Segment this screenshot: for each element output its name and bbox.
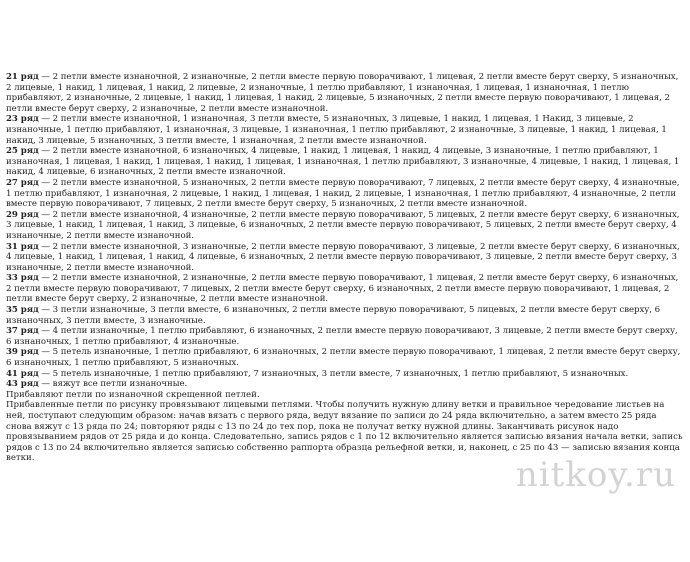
row-label: 33 ряд bbox=[6, 273, 39, 284]
knitting-row bbox=[6, 326, 684, 347]
row-label: 29 ряд bbox=[6, 209, 39, 220]
knitting-row bbox=[6, 178, 684, 210]
row-label: 25 ряд bbox=[6, 146, 39, 157]
row-text: — 4 петли изнаночные, 1 петлю прибавляют, 6 изнаночных, 2 петли вместе первую поворачивают, 3 лицевые, 2 петли вместе берут сверху, 6 изнаночных, 1 петлю прибавляют, 4 изнаночные. bbox=[6, 326, 678, 347]
row-label: 43 ряд bbox=[6, 379, 39, 390]
row-text: — 2 петли вместе изнаночной, 6 изнаночных, 4 лицевые, 1 накид, 1 лицевая, 1 накид, 4 лицевые, 3 изнаночные, 1 петлю прибавляют, 1 изнаночная, 1 лицевая, 1 накид, 1 лицевая, 1 накид, 1 лицевая, 1 изнаночная, 1 петлю прибавляют, 3 изнаночные, 4 лицевые, 1 накид, 1 лицевая, 1 накид, 4 лицевые, 6 изнаночных, 2 петли вместе изнаночной. bbox=[6, 146, 680, 178]
note-increase: Прибавляют петли по изнаночной скрещенной петлей. bbox=[6, 389, 260, 400]
row-label: 41 ряд bbox=[6, 368, 39, 379]
row-text: — 3 петли изнаночные, 3 петли вместе, 6 изнаночных, 2 петли вместе первую поворачивают, 5 лицевых, 2 петли вместе берут сверху, 6 изнаночных, 3 петли вместе, 3 изнаночные. bbox=[6, 305, 661, 326]
row-text: — 2 петли вместе изнаночной, 3 изнаночные, 2 петли вместе первую поворачивают, 3 лицевые, 2 петли вместе берут сверху, 6 изнаночных, 4 лицевые, 1 накид, 1 лицевая, 1 накид, 4 лицевые, 6 изнаночных, 2 петли вместе первую поворачивают, 3 лицевые, 2 петли вместе берут сверху, 3 изнаночные, 2 петли вместе изнаночной. bbox=[6, 241, 680, 273]
knitting-row bbox=[6, 347, 684, 368]
row-text: — 5 петель изнаночные, 1 петлю прибавляют, 6 изнаночных, 2 петли вместе первую поворачивают, 1 лицевая, 2 петли вместе берут сверху, 6 изнаночных, 1 петлю прибавляют, 5 изнаночных. bbox=[6, 347, 681, 369]
row-text: — 5 петель изнаночные, 1 петлю прибавляют, 7 изнаночных, 3 петли вместе, 7 изнаночных, 1 петлю прибавляют, 5 изнаночных. bbox=[38, 368, 629, 379]
row-label: 39 ряд bbox=[6, 347, 39, 358]
row-text: — 2 петли вместе изнаночной, 5 изнаночных, 2 петли вместе первую поворачивают, 7 лицевых, 2 петли вместе берут сверху, 4 изнаночные, 1 петлю прибавляют, 1 изнаночная, 2 лицевые, 1 накид, 1 лицевая, 1 накид, 2 лицевые, 1 изнаночная, 1 петлю прибавляют, 4 изнаночные, 2 петли вместе первую поворачивают, 7 лицевых, 2 петли вместе берут сверху, 5 изнаночных, 2 петли вместе изнаночной. bbox=[6, 177, 680, 210]
row-text: — вяжут все петли изнаночные. bbox=[38, 379, 188, 390]
knitting-row bbox=[6, 210, 684, 242]
note-explanation: Прибавленные петли по рисунку провязывают лицевыми петлями. Чтобы получить нужную длину ветки и правильное чередование листьев на ней, поступают следующим образом: начав вязать с первого ряда, ведут вязание по записи до 24 ряда включительно, а затем вместо 25 ряда снова вяжут с 13 ряда по 24; повторяют ряды с 13 по 24 до тех пор, пока не получат ветку нужной длины. Заканчивать рисунок надо провязыванием рядов от 25 ряда и до конца. Следовательно, запись рядов с 1 по 12 включительно является записью вязания начала ветки, запись рядов с 13 по 24 включительно является записью собственно раппорта образца рельефной ветки, и, наконец, с 25 по 43 — записью вязания конца ветки. bbox=[6, 400, 683, 464]
knitting-row bbox=[6, 146, 684, 178]
row-text: — 2 петли вместе изнаночной, 1 изнаночная, 3 петли вместе, 5 изнаночных, 3 лицевые, 1 накид, 1 лицевая, 1 Накид, 3 лицевые, 2 изнаночные, 1 петлю прибавляют, 1 изнаночная, 3 лицевые, 1 изнаночная, 1 петлю прибавляют, 2 изнаночные, 3 лицевые, 1 накид, 1 лицевая, 1 накид, 3 лицевые, 5 изнаночных, 3 петли вместе, 1 изнаночная, 2 петли вместе изнаночной. bbox=[6, 114, 667, 146]
knitting-row bbox=[6, 273, 684, 305]
row-label: 37 ряд bbox=[6, 326, 39, 337]
knitting-row bbox=[6, 369, 684, 380]
row-label: 27 ряд bbox=[6, 177, 39, 188]
watermark-logo: nitkoy.ru bbox=[515, 455, 676, 495]
row-label: 35 ряд bbox=[6, 305, 39, 316]
row-text: — 2 петли вместе изнаночной, 2 изнаночные, 2 петли вместе первую поворачивают, 1 лицевая, 2 петли вместе берут сверху, 5 изнаночных, 2 лицевые, 1 накид, 1 лицевая, 1 накид, 2 лицевые, 2 изнаночные, 1 петлю прибавляют, 1 изнаночная, 1 лицевая, 1 изнаночная, 1 петлю прибавляют, 2 изнаночные, 2 лицевые, 1 накид, 1 лицевая, 1 накид, 2 лицевые, 5 изнаночных, 2 петли вместе первую поворачивают, 1 лицевая, 2 петли вместе берут сверху, 2 изнаночные, 2 петли вместе изнаночной. bbox=[6, 72, 679, 114]
row-label: 21 ряд bbox=[6, 72, 39, 82]
row-label: 23 ряд bbox=[6, 114, 39, 125]
knitting-row bbox=[6, 72, 684, 114]
knitting-row bbox=[6, 242, 684, 274]
knitting-rows bbox=[6, 72, 684, 390]
row-text: — 2 петли вместе изнаночной, 4 изнаночные, 2 петли вместе первую поворачивают, 5 лицевых, 2 петли вместе берут сверху, 6 изнаночных, 3 лицевые, 1 накид, 1 лицевая, 1 накид, 3 лицевые, 6 изнаночных, 2 петли вместе первую поворачивают, 5 лицевых, 2 петли вместе берут сверху, 4 изнаночные, 2 петли вместе изнаночной. bbox=[6, 209, 680, 241]
row-label: 31 ряд bbox=[6, 241, 39, 252]
row-text: — 2 петли вместе изнаночной, 2 изнаночные, 2 петли вместе первую поворачивают, 1 лицевая, 2 петли вместе берут сверху, 6 изнаночных, 2 петли вместе первую поворачивают, 7 лицевых, 2 петли вместе берут сверху, 6 изнаночных, 2 петли вместе первую поворачивают, 1 лицевая, 2 петли вместе берут сверху, 2 изнаночные, 2 петли вместе изнаночной. bbox=[6, 273, 679, 305]
knitting-row bbox=[6, 114, 684, 146]
knitting-row bbox=[6, 305, 684, 326]
knitting-row bbox=[6, 379, 684, 390]
